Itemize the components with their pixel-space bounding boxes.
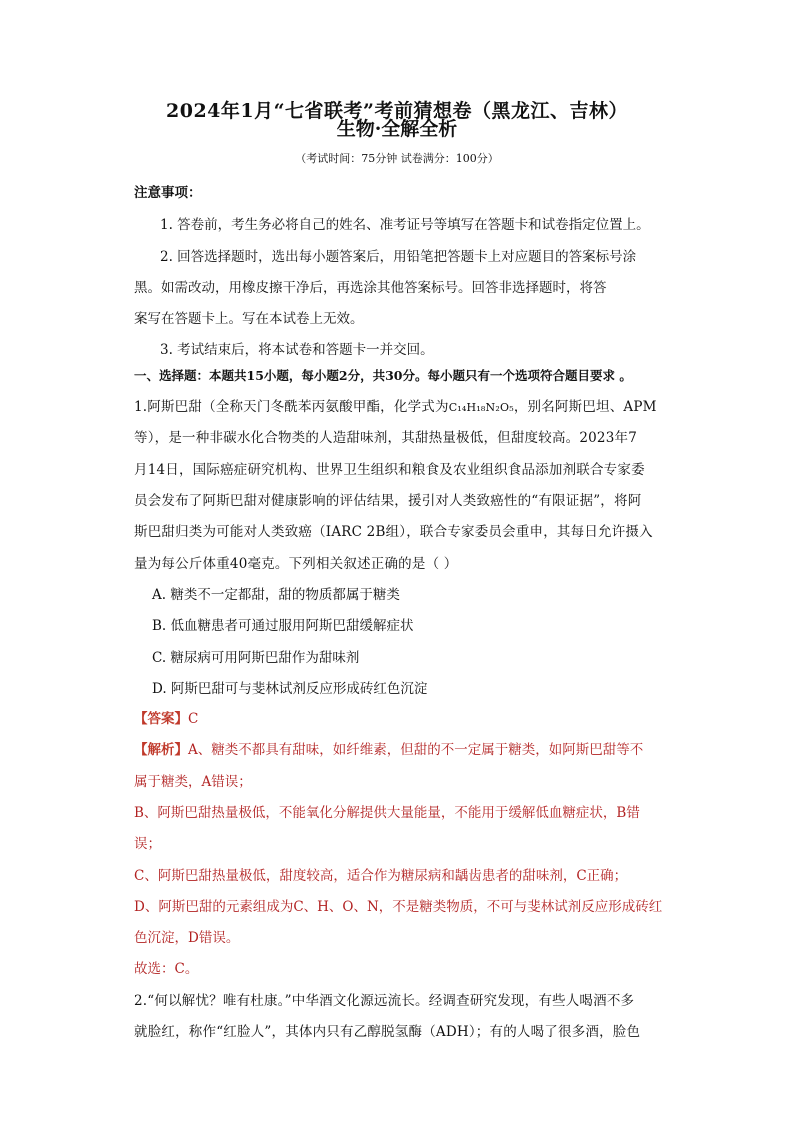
document-subtitle: 生物·全解全析 xyxy=(336,118,458,140)
option-b: B. 低血糖患者可通过服用阿斯巴甜缓解症状 xyxy=(152,618,414,634)
answer-line xyxy=(134,707,664,727)
analysis-line: 属于糖类，A错误； xyxy=(134,774,252,790)
analysis-line xyxy=(134,738,664,758)
document-title: 2024年1月“七省联考”考前猜想卷（黑龙江、吉林） xyxy=(166,100,628,122)
section-heading: 一、选择题：本题共15小题，每小题2分，共30分。每小题只有一个选项符合题目要求 。 xyxy=(134,368,632,383)
question-1-line: 员会发布了阿斯巴甜对健康影响的评估结果，援引对人类致癌性的“有限证据”，将阿 xyxy=(134,493,642,509)
option-c: C. 糖尿病可用阿斯巴甜作为甜味剂 xyxy=(152,650,360,666)
note-item: 案写在答题卡上。写在本试卷上无效。 xyxy=(134,311,364,327)
chemical-formula: C₁₄H₁₈N₂O₅ xyxy=(448,401,514,414)
note-item: 2. 回答选择题时，选出每小题答案后，用铅笔把答题卡上对应题目的答案标号涂 xyxy=(160,249,637,265)
analysis-line: B、阿斯巴甜热量极低，不能氧化分解提供大量能量，不能用于缓解低血糖症状，B错 xyxy=(134,805,640,821)
question-1-line: 等），是一种非碳水化合物类的人造甜味剂，其甜热量极低，但甜度较高。2023年7 xyxy=(134,430,637,446)
analysis-text: A、糖类不都具有甜味，如纤维素，但甜的不一定属于糖类，如阿斯巴甜等不 xyxy=(188,742,644,758)
question-1-line xyxy=(134,395,664,415)
question-2-line: 就脸红，称作“红脸人”，其体内只有乙醇脱氢酶（ADH）；有的人喝了很多酒，脸色 xyxy=(134,1024,641,1040)
answer-label: 【答案】 xyxy=(134,711,188,727)
notes-heading: 注意事项： xyxy=(134,185,202,201)
analysis-line: C、阿斯巴甜热量极低，甜度较高，适合作为糖尿病和龋齿患者的甜味剂，C正确； xyxy=(134,868,628,884)
analysis-line: 误； xyxy=(134,836,161,852)
option-a: A. 糖类不一定都甜，甜的物质都属于糖类 xyxy=(152,587,400,603)
note-item: 3. 考试结束后，将本试卷和答题卡一并交回。 xyxy=(160,342,434,358)
note-item: 黑。如需改动，用橡皮擦干净后，再选涂其他答案标号。回答非选择题时，将答 xyxy=(134,280,607,296)
option-d: D. 阿斯巴甜可与斐林试剂反应形成砖红色沉淀 xyxy=(152,681,428,697)
question-1-line: 量为每公斤体重40毫克。下列相关叙述正确的是（ ） xyxy=(134,556,458,572)
analysis-label: 【解析】 xyxy=(134,742,188,758)
question-2-line: 2.“何以解忧？唯有杜康。”中华酒文化源远流长。经调查研究发现，有些人喝酒不多 xyxy=(134,993,635,1009)
question-1-alias: ，别名阿斯巴坦、APM xyxy=(513,399,657,415)
note-item: 1. 答卷前，考生务必将自己的姓名、准考证号等填写在答题卡和试卷指定位置上。 xyxy=(160,217,650,233)
analysis-line: 色沉淀，D错误。 xyxy=(134,930,240,946)
question-1-line: 斯巴甜归类为可能对人类致癌（IARC 2B组），联合专家委员会重申，其每日允许摄入 xyxy=(134,524,653,540)
question-1-stem: 1.阿斯巴甜（全称天门冬酰苯丙氨酸甲酯，化学式为 xyxy=(134,399,449,415)
analysis-line: D、阿斯巴甜的元素组成为C、H、O、N，不是糖类物质，不可与斐林试剂反应形成砖红 xyxy=(134,899,663,915)
answer-value: C xyxy=(188,711,199,727)
question-1-line: 月14日，国际癌症研究机构、世界卫生组织和粮食及农业组织食品添加剂联合专家委 xyxy=(134,462,645,478)
conclusion: 故选：C。 xyxy=(134,961,199,977)
exam-info: （考试时间：75分钟 试卷满分：100分） xyxy=(295,152,499,165)
